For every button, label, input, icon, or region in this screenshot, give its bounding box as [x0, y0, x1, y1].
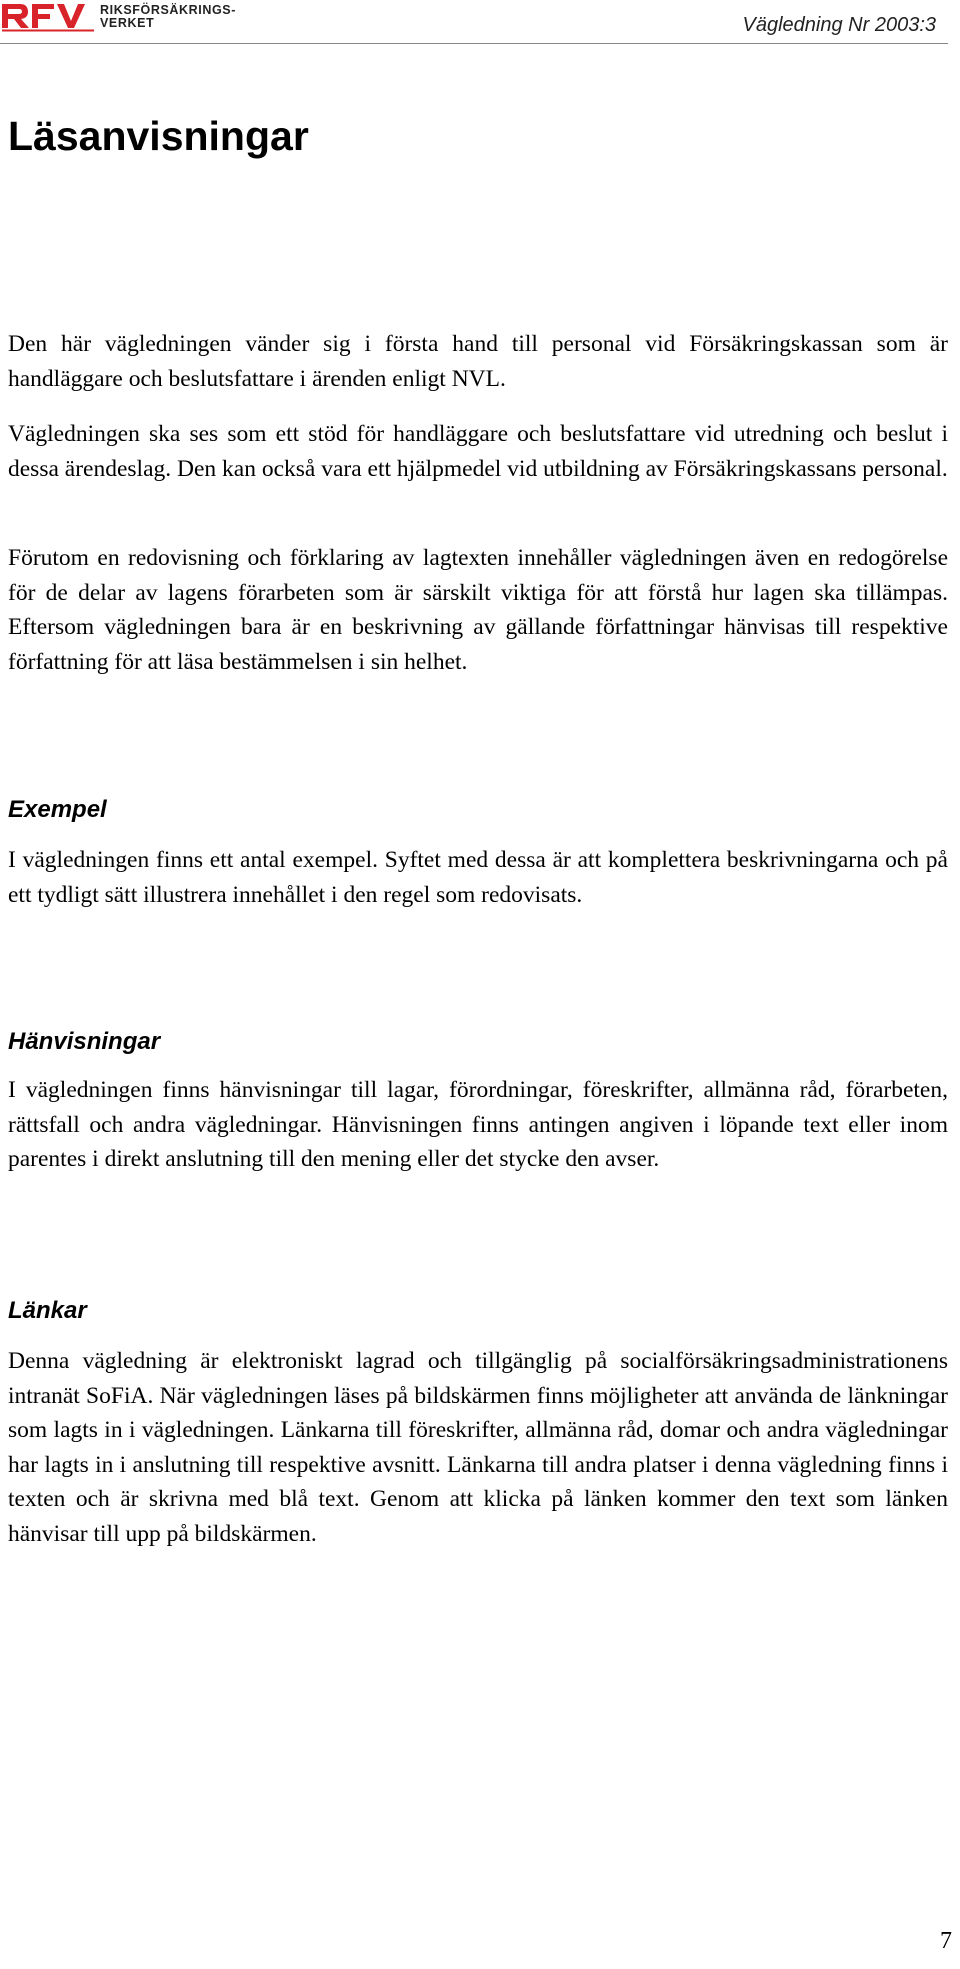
intro-paragraph-3: Förutom en redovisning och förklaring av lagtexten innehåller vägledningen även en redogörelse för de delar av lagens förarbeten som är särskilt viktiga för att förstå hur lagen ska tillämpas. Eftersom vägledningen bara är en beskrivning av gällande författningar hänvisas till respektive författning för att läsa bestämmelsen i sin helhet. [8, 545, 948, 675]
exempel-paragraph: I vägledningen finns ett antal exempel. Syftet med dessa är att komplettera beskrivningarna och på ett tydligt sätt illustrera innehållet i den regel som redovisats. [8, 847, 948, 908]
page-number: 7 [940, 1928, 952, 1954]
logo-wordmark [100, 4, 236, 30]
rfv-logo [2, 2, 236, 32]
rfv-logo-mark [2, 2, 94, 32]
intro-paragraph-1: Den här vägledningen vänder sig i första hand till personal vid Försäkringskassan som är handläggare och beslutsfattare i ärenden enligt NVL. [8, 331, 948, 392]
lankar-paragraph: Denna vägledning är elektroniskt lagrad och tillgänglig på socialförsäkringsadministrationens intranät SoFiA. När vägledningen läses på bildskärmen finns möjligheter att använda de länkningar som lagts in i vägledningen. Länkarna till föreskrifter, allmänna råd, domar och andra vägledningar har lagts in i anslutning till respektive avsnitt. Länkarna till andra platser i denna vägledning finns i texten och är skrivna med blå text. Genom att klicka på länken kommer den text som länken hänvisar till upp på bildskärmen. [8, 1348, 948, 1547]
heading-exempel: Exempel [8, 796, 107, 823]
page-header [0, 0, 960, 46]
header-divider [0, 43, 948, 44]
intro-paragraph-2: Vägledningen ska ses som ett stöd för handläggare och beslutsfattare vid utredning och beslut i dessa ärendeslag. Den kan också vara ett hjälpmedel vid utbildning av Försäkringskassans personal. [8, 421, 948, 482]
page-title: Läsanvisningar [8, 113, 309, 159]
hanvisningar-paragraph: I vägledningen finns hänvisningar till lagar, förordningar, föreskrifter, allmänna råd, förarbeten, rättsfall och andra vägledningar. Hänvisningen finns antingen angiven i löpande text eller inom parentes i direkt anslutning till den mening eller det stycke den avser. [8, 1077, 948, 1172]
logo-line-2: VERKET [100, 16, 155, 30]
heading-hanvisningar: Hänvisningar [8, 1028, 161, 1055]
document-title: Vägledning Nr 2003:3 [742, 14, 936, 36]
heading-lankar: Länkar [8, 1297, 87, 1324]
logo-line-1: RIKSFÖRSÄKRINGS- [100, 3, 236, 17]
